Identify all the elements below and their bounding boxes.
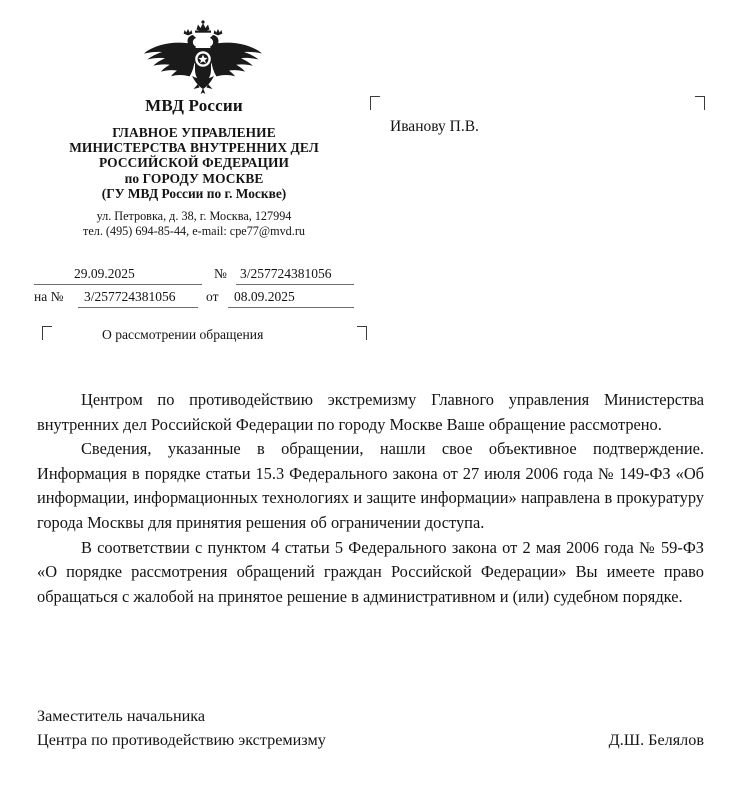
date-rule [34, 284, 202, 285]
number-label: № [214, 266, 227, 281]
letterhead-address: ул. Петровка, д. 38, г. Москва, 127994 [96, 209, 292, 224]
letterhead-title: МВД России [145, 96, 243, 115]
addressee-name: Иванову П.В. [390, 118, 479, 135]
letterhead-org-line-3: РОССИЙСКОЙ ФЕДЕРАЦИИ [98, 155, 290, 171]
letterhead-org-line-1: ГЛАВНОЕ УПРАВЛЕНИЕ [112, 125, 276, 140]
subject-block [42, 326, 367, 350]
subject-text: О рассмотрении обращения [102, 327, 264, 342]
document-number: 3/257724381056 [240, 266, 332, 281]
letterhead-contacts [34, 209, 354, 239]
addressee-corner-top-left-icon [370, 96, 380, 110]
mvd-emblem-icon [143, 20, 263, 96]
body-paragraph-1: Центром по противодействию экстремизму Главного управления Министерства внутренних дел Российской Федерации по городу Москве Ваше обращение рассмотрено. [37, 390, 704, 434]
signatory-name: Д.Ш. Белялов [608, 731, 704, 749]
reference-block [34, 264, 364, 310]
reply-date-rule [228, 307, 354, 308]
reply-number-label: на № [34, 289, 64, 304]
addressee-block [370, 92, 705, 148]
document-date: 29.09.2025 [74, 266, 135, 281]
signature-block [37, 704, 704, 752]
reply-date: 08.09.2025 [234, 289, 295, 304]
letter-body [37, 388, 704, 609]
letterhead-phone-email: тел. (495) 694-85-44, e-mail: cpe77@mvd.ru [83, 224, 305, 239]
letterhead [34, 96, 354, 239]
body-paragraph-2: Сведения, указанные в обращении, нашли свое объективное подтверждение. Информация в порядке статьи 15.3 Федерального закона от 27 июля 2006 года № 149-ФЗ «Об информации, информационных технологиях и защите информации» направлена в прокуратуру города Москвы для принятия решения об ограничении доступа. [37, 439, 704, 532]
addressee-corner-top-right-icon [695, 96, 705, 110]
reply-date-label: от [206, 289, 219, 304]
number-rule [236, 284, 354, 285]
letterhead-org-line-4: по ГОРОДУ МОСКВЕ [124, 170, 264, 186]
reference-row-outgoing [34, 264, 364, 287]
reply-number-rule [78, 307, 198, 308]
reference-row-incoming [34, 287, 364, 310]
signature-post-line-2: Центра по противодействию экстремизму [37, 731, 326, 749]
reply-number: 3/257724381056 [84, 289, 176, 304]
letterhead-org-line-2: МИНИСТЕРСТВА ВНУТРЕННИХ ДЕЛ [69, 140, 319, 156]
subject-corner-top-left-icon [42, 326, 52, 340]
signature-row [37, 728, 704, 752]
signature-post-line-1: Заместитель начальника [37, 707, 206, 725]
body-paragraph-3: В соответствии с пунктом 4 статьи 5 Федерального закона от 2 мая 2006 года № 59-ФЗ «О порядке рассмотрения обращений граждан Российской Федерации» Вы имеете право обращаться с жалобой на принятое решение в административном и (или) судебном порядке. [37, 537, 704, 606]
letterhead-organization [34, 125, 354, 186]
letterhead-short-name: (ГУ МВД России по г. Москве) [101, 185, 287, 201]
subject-corner-top-right-icon [357, 326, 367, 340]
